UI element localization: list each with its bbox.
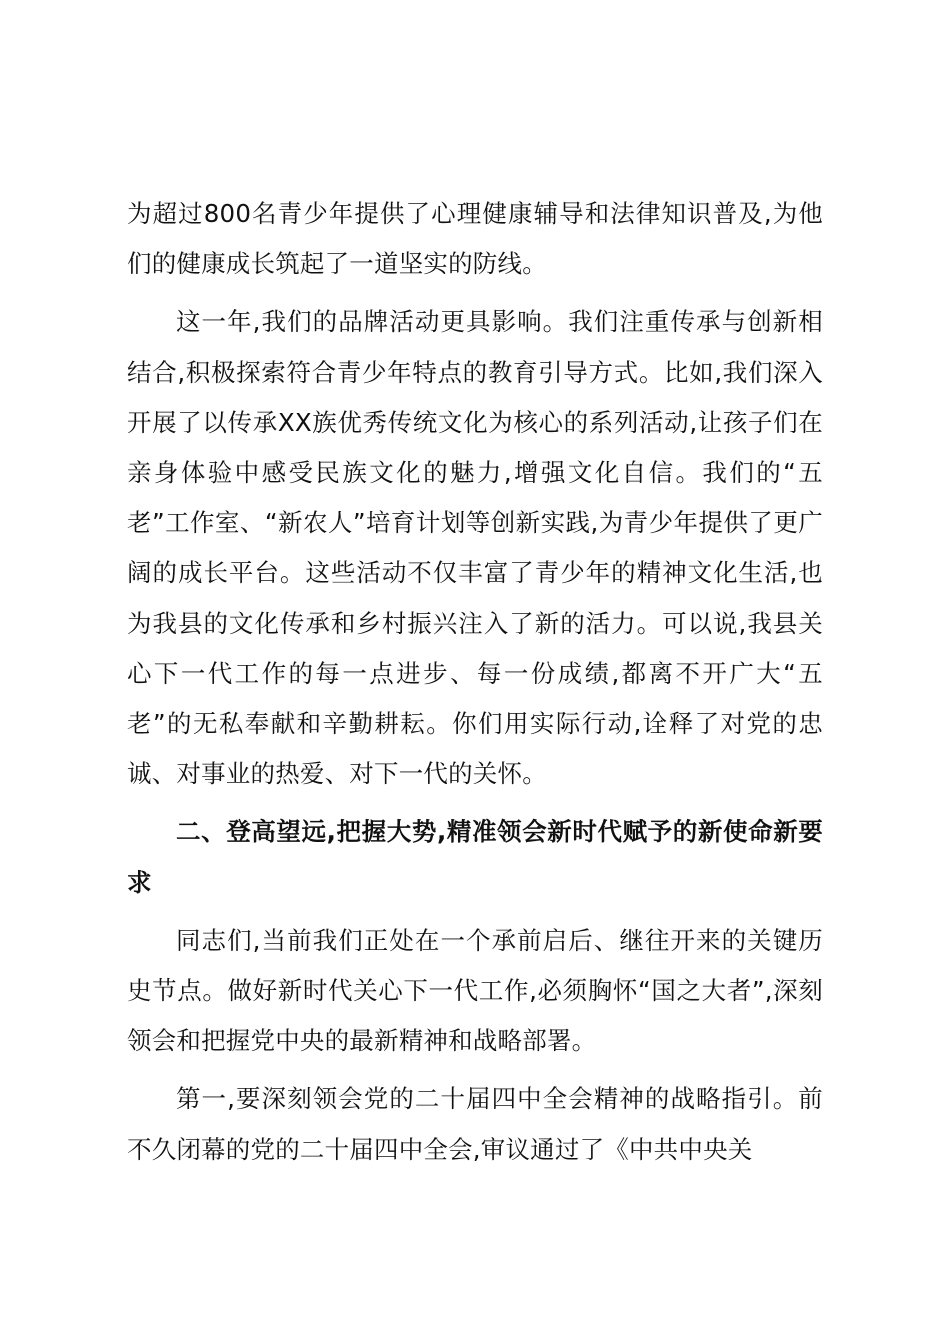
paragraph-continuation: 为超过800名青少年提供了心理健康辅导和法律知识普及,为他们的健康成长筑起了一道坚实的防线。 [127, 199, 823, 279]
document-body [127, 189, 823, 1175]
paragraph-comrades: 同志们,当前我们正处在一个承前启后、继往开来的关键历史节点。做好新时代关心下一代工作,必须胸怀“国之大者”,深刻领会和把握党中央的最新精神和战略部署。 [127, 925, 823, 1056]
paragraph-first-point: 第一,要深刻领会党的二十届四中全会精神的战略指引。前不久闭幕的党的二十届四中全会,审议通过了《中共中央关 [127, 1084, 823, 1164]
section-heading-two: 二、登高望远,把握大势,精准领会新时代赋予的新使命新要求 [127, 817, 823, 897]
paragraph-brand-activities: 这一年,我们的品牌活动更具影响。我们注重传承与创新相结合,积极探索符合青少年特点的教育引导方式。比如,我们深入开展了以传承XX族优秀传统文化为核心的系列活动,让孩子们在亲身体验中感受民族文化的魅力,增强文化自信。我们的“五老”工作室、“新农人”培育计划等创新实践,为青少年提供了更广阔的成长平台。这些活动不仅丰富了青少年的精神文化生活,也为我县的文化传承和乡村振兴注入了新的活力。可以说,我县关心下一代工作的每一点进步、每一份成绩,都离不开广大“五老”的无私奉献和辛勤耕耘。你们用实际行动,诠释了对党的忠诚、对事业的热爱、对下一代的关怀。 [127, 307, 823, 789]
